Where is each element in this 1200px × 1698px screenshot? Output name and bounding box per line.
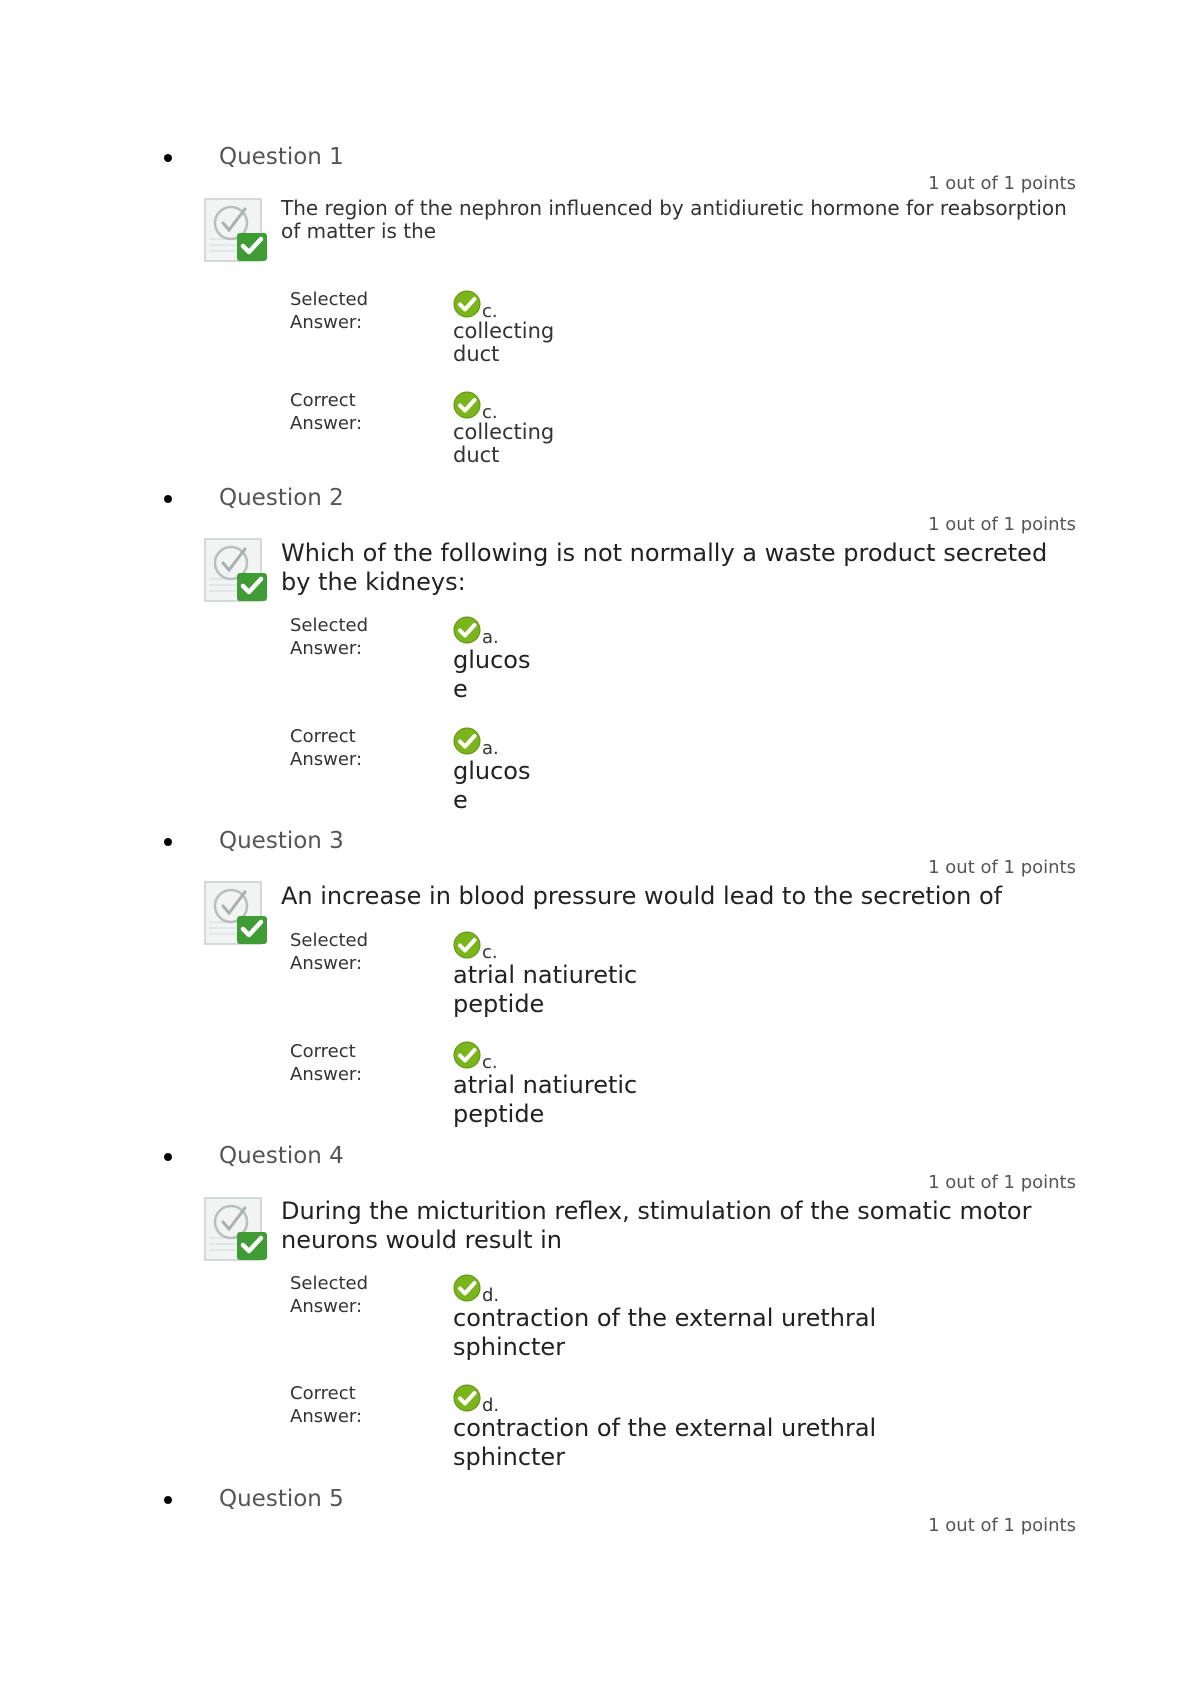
bullet [164, 495, 172, 503]
question-text: An increase in blood pressure would lead to the secretion of [281, 882, 1003, 910]
answer-letter: c. [482, 1052, 498, 1073]
question-text: During the micturition reflex, stimulation of the somatic motor neurons would result in [281, 1197, 1032, 1254]
answer-text: contraction of the external urethral sphincter [453, 1414, 877, 1471]
points-label: 1 out of 1 points [928, 514, 1076, 535]
graded-correct-icon [203, 537, 271, 605]
answer-text: glucose [453, 757, 531, 814]
correct-check-icon [453, 1041, 481, 1069]
question-title: Question 3 [219, 828, 344, 854]
correct-check-icon [453, 290, 481, 318]
answer-text: collecting duct [453, 319, 555, 366]
correct-check-icon [453, 391, 481, 419]
bullet [164, 1496, 172, 1504]
graded-correct-icon [203, 197, 271, 265]
correct-check-icon [453, 931, 481, 959]
answer-letter: d. [482, 1285, 500, 1306]
answer-text: atrial natiuretic peptide [453, 1071, 638, 1128]
question-text: The region of the nephron influenced by antidiuretic hormone for reabsorption of matter is the [281, 196, 1067, 243]
points-label: 1 out of 1 points [928, 173, 1076, 194]
bullet [164, 838, 172, 846]
points-label: 1 out of 1 points [928, 1172, 1076, 1193]
selected-answer-label: Selected Answer: [290, 615, 369, 659]
correct-answer-label: Correct Answer: [290, 726, 363, 770]
selected-answer-label: Selected Answer: [290, 930, 369, 974]
bullet [164, 1153, 172, 1161]
correct-check-icon [453, 727, 481, 755]
correct-check-icon [453, 1384, 481, 1412]
question-title: Question 2 [219, 485, 344, 511]
question-text: Which of the following is not normally a waste product secreted by the kidneys: [281, 539, 1048, 596]
points-label: 1 out of 1 points [928, 1515, 1076, 1536]
correct-check-icon [453, 1274, 481, 1302]
selected-answer-label: Selected Answer: [290, 289, 369, 333]
correct-answer-label: Correct Answer: [290, 1383, 363, 1427]
points-label: 1 out of 1 points [928, 857, 1076, 878]
graded-correct-icon [203, 880, 271, 948]
answer-text: collecting duct [453, 420, 555, 467]
answer-letter: c. [482, 942, 498, 963]
bullet [164, 154, 172, 162]
answer-text: contraction of the external urethral sphincter [453, 1304, 877, 1361]
selected-answer-label: Selected Answer: [290, 1273, 369, 1317]
answer-letter: a. [482, 627, 499, 648]
answer-letter: d. [482, 1395, 500, 1416]
graded-correct-icon [203, 1196, 271, 1264]
correct-answer-label: Correct Answer: [290, 390, 363, 434]
answer-text: atrial natiuretic peptide [453, 961, 638, 1018]
correct-answer-label: Correct Answer: [290, 1041, 363, 1085]
answer-letter: a. [482, 738, 499, 759]
correct-check-icon [453, 616, 481, 644]
question-title: Question 5 [219, 1486, 344, 1512]
answer-letter: c. [482, 301, 498, 322]
answer-text: glucose [453, 646, 531, 703]
question-title: Question 1 [219, 144, 344, 170]
answer-letter: c. [482, 402, 498, 423]
question-title: Question 4 [219, 1143, 344, 1169]
